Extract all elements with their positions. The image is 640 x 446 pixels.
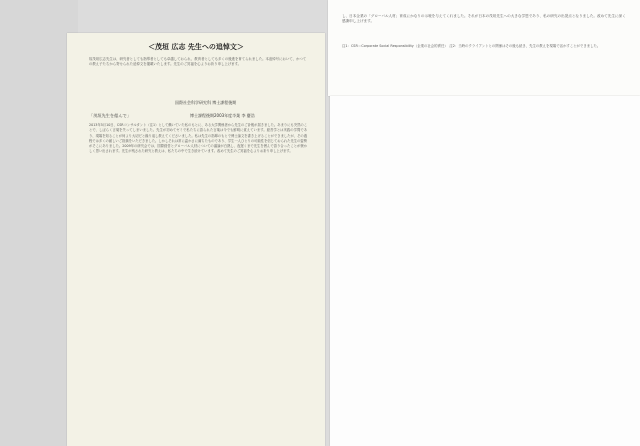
right-top-text: し、日本企業の「グローバル人材」育成にかなりの示唆を与えてくれました。それが日本の茂垣先生への大きな学恩であり、私の研究の出発点となりました。改めて先生に深く感謝申し上げます。 [342, 14, 626, 24]
essay-body: 2013年5月10日、CSRコンサルタント（注1）として働いていた私のもとに、ある大学関係者から先生のご訃報が届きました。あまりにも突然のことで、しばらく言葉を失ってしまいました。先生が初めてゼミで私たちに語られた言葉は今でも鮮明に覚えています。経営学とは実践の学問であり、現場を知ることが何より大切だと繰り返し教えてくださいました。私は先生の指導のもとで博士論文を書き上げることができましたが、その過程では多くの厳しいご指摘をいただきました。しかしそれは常に温かさに満ちたものであり、学生一人ひとりの可能性を信じておられた先生の姿勢がそこにありました。2009年の研究会では、国際経営とグローバル人材についての議論が白熱し、夜遅くまで先生を囲んで語り合ったことが懐かしく思い出されます。先生が残された研究と教えは、私たちの中で生き続けています。改めて先生のご冥福を心よりお祈り申し上げます。 [89, 123, 307, 154]
right-top-notes: 注1：CSR＝Corporate Social Responsibility（企業の社会的責任） 注2：当時のクライアントとの関係はその後も続き、先生の教えを現場で活かすことができました。 [342, 44, 601, 48]
affiliation-line: 国際社会科学研究科 博士課程後期 [175, 100, 237, 105]
left-page [67, 33, 325, 446]
right-bottom-page [330, 96, 640, 446]
page-title: ＜茂垣 広志 先生への追悼文＞ [148, 43, 244, 51]
intro-paragraph: 故茂垣広志先生は、研究者としても指導者としても卓越しておられ、教育者としても多くの後進を育てられました。本追悼号において、かつての教え子たちから寄せられた追悼文を掲載いたします。先生のご冥福を心よりお祈り申し上げます。 [89, 57, 307, 66]
essay-subheading: 「茂垣先生を偲んで」 [89, 113, 131, 118]
author-line: 博士課程後期2003年度卒業 李 慶浩 [190, 113, 255, 118]
